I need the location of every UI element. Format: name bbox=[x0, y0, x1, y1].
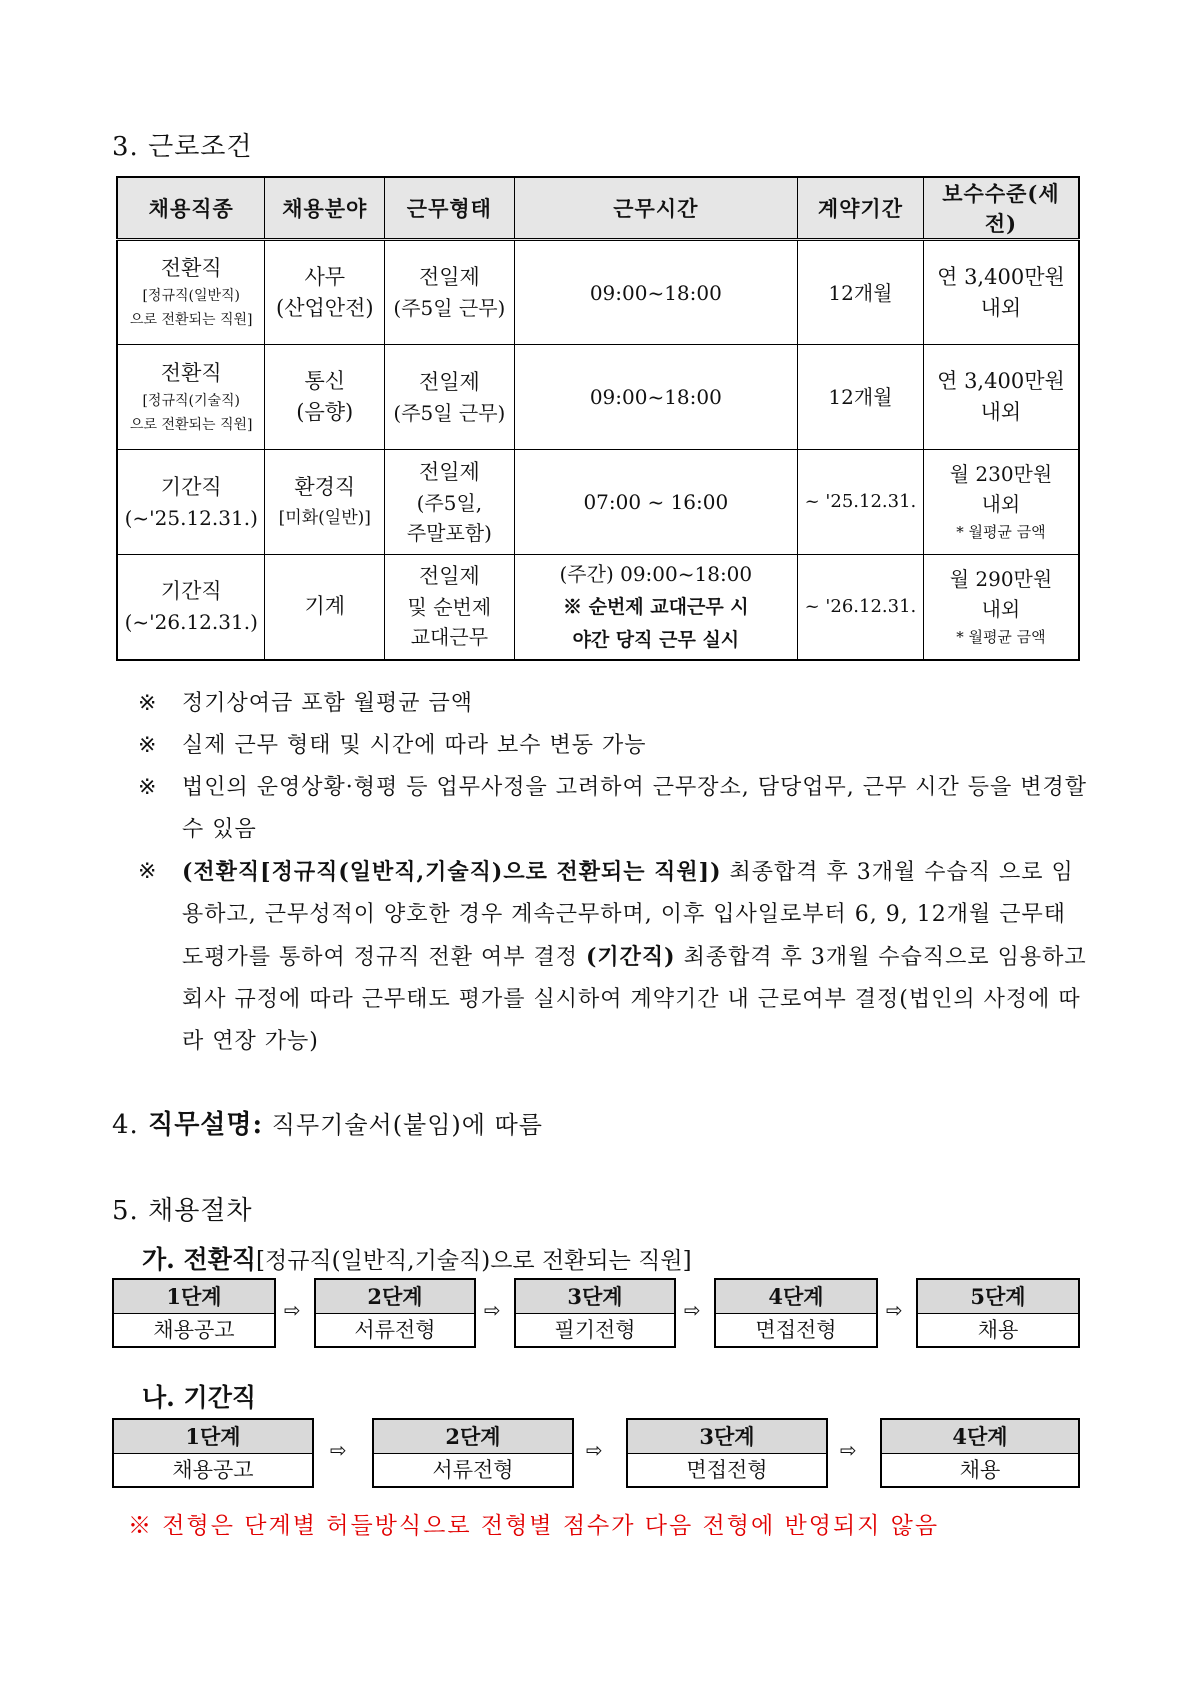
table-row bbox=[117, 240, 1079, 345]
header-cell: 보수수준(세전) bbox=[923, 177, 1079, 240]
work-form-cell: 전일제 (주5일 근무) bbox=[385, 240, 515, 345]
job-type-cell: 전환직 [정규직(일반직) 으로 전환되는 직원] bbox=[117, 240, 265, 345]
flow-step: 3단계 필기전형 bbox=[514, 1278, 676, 1348]
arrow-right-icon: ⇨ bbox=[684, 1298, 701, 1322]
flow-step: 3단계 면접전형 bbox=[626, 1418, 828, 1488]
contract-period-cell: ~ '26.12.31. bbox=[798, 555, 924, 660]
work-hours-cell: 09:00~18:00 bbox=[514, 240, 797, 345]
flow-step: 2단계 서류전형 bbox=[372, 1418, 574, 1488]
header-cell: 채용분야 bbox=[265, 177, 385, 240]
arrow-right-icon: ⇨ bbox=[586, 1438, 603, 1462]
flow-step: 5단계 채용 bbox=[916, 1278, 1080, 1348]
contract-period-cell: ~ '25.12.31. bbox=[798, 450, 924, 555]
contract-period-cell: 12개월 bbox=[798, 345, 924, 450]
job-field-cell: 기계 bbox=[265, 555, 385, 660]
table-row bbox=[117, 555, 1079, 660]
section-4-title: 4. 직무설명: 직무기술서(붙임)에 따름 bbox=[112, 1110, 543, 1140]
flow-step: 4단계 채용 bbox=[880, 1418, 1080, 1488]
flow-step: 4단계 면접전형 bbox=[714, 1278, 878, 1348]
table-header-row bbox=[117, 177, 1079, 240]
work-form-cell: 전일제 (주5일 근무) bbox=[385, 345, 515, 450]
notes-list bbox=[138, 683, 1088, 1063]
arrow-right-icon: ⇨ bbox=[484, 1298, 501, 1322]
flow-a-title: 가. 전환직[정규직(일반직,기술직)으로 전환되는 직원] bbox=[142, 1245, 692, 1274]
flow-step: 1단계 채용공고 bbox=[112, 1278, 276, 1348]
job-field-cell: 환경직 [미화(일반)] bbox=[265, 450, 385, 555]
contract-period-cell: 12개월 bbox=[798, 240, 924, 345]
header-cell: 계약기간 bbox=[798, 177, 924, 240]
job-type-cell: 기간직 (~'26.12.31.) bbox=[117, 555, 265, 660]
table-row bbox=[117, 345, 1079, 450]
job-field-cell: 사무 (산업안전) bbox=[265, 240, 385, 345]
arrow-right-icon: ⇨ bbox=[330, 1438, 347, 1462]
header-cell: 근무형태 bbox=[385, 177, 515, 240]
section-3-title bbox=[112, 126, 253, 163]
header-cell: 근무시간 bbox=[514, 177, 797, 240]
note-item: ※ (전환직[정규직(일반직,기술직)으로 전환되는 직원]) 최종합격 후 3개월 수습직 으로 임용하고, 근무성적이 양호한 경우 계속근무하며, 이후 입사일로부터 6, 9, 12개월 근무태도평가를 통하여 정규직 전환 여부 결정 (기간직) 최종합격 후 3개월 수습직으로 임용하고 회사 규정에 따라 근무태도 평가를 실시하여 계약기간 내 근로여부 결정(법인의 사정에 따라 연장 가능) bbox=[138, 859, 1087, 1054]
header-cell: 채용직종 bbox=[117, 177, 265, 240]
section-5-title: 5. 채용절차 bbox=[112, 1196, 253, 1226]
job-type-cell: 전환직 [정규직(기술직) 으로 전환되는 직원] bbox=[117, 345, 265, 450]
section-title-text: 근로조건 bbox=[148, 132, 253, 162]
job-type-cell: 기간직 (~'25.12.31.) bbox=[117, 450, 265, 555]
table-row bbox=[117, 450, 1079, 555]
section-number: 3. bbox=[112, 132, 139, 162]
work-form-cell: 전일제 (주5일, 주말포함) bbox=[385, 450, 515, 555]
note-item: ※ 실제 근무 형태 및 시간에 따라 보수 변동 가능 bbox=[138, 733, 647, 758]
working-conditions-table bbox=[116, 176, 1080, 661]
hurdle-notice: ※ 전형은 단계별 허들방식으로 전형별 점수가 다음 전형에 반영되지 않음 bbox=[128, 1513, 940, 1539]
pay-cell: 연 3,400만원 내외 bbox=[923, 240, 1079, 345]
pay-cell: 월 290만원 내외 * 월평균 금액 bbox=[923, 555, 1079, 660]
arrow-right-icon: ⇨ bbox=[886, 1298, 903, 1322]
flow-step: 1단계 채용공고 bbox=[112, 1418, 314, 1488]
arrow-right-icon: ⇨ bbox=[840, 1438, 857, 1462]
pay-cell: 월 230만원 내외 * 월평균 금액 bbox=[923, 450, 1079, 555]
work-hours-cell: 07:00 ~ 16:00 bbox=[514, 450, 797, 555]
note-item: ※ 법인의 운영상황·형평 등 업무사정을 고려하여 근무장소, 담당업무, 근무 시간 등을 변경할 수 있음 bbox=[138, 775, 1088, 842]
pay-cell: 연 3,400만원 내외 bbox=[923, 345, 1079, 450]
work-hours-cell: 09:00~18:00 bbox=[514, 345, 797, 450]
flow-b-title: 나. 기간직 bbox=[142, 1383, 257, 1412]
flow-step: 2단계 서류전형 bbox=[314, 1278, 476, 1348]
work-form-cell: 전일제 및 순번제 교대근무 bbox=[385, 555, 515, 660]
work-hours-cell: (주간) 09:00~18:00 ※ 순번제 교대근무 시 야간 당직 근무 실시 bbox=[514, 555, 797, 660]
note-item: ※ 정기상여금 포함 월평균 금액 bbox=[138, 691, 474, 716]
arrow-right-icon: ⇨ bbox=[284, 1298, 301, 1322]
job-field-cell: 통신 (음향) bbox=[265, 345, 385, 450]
